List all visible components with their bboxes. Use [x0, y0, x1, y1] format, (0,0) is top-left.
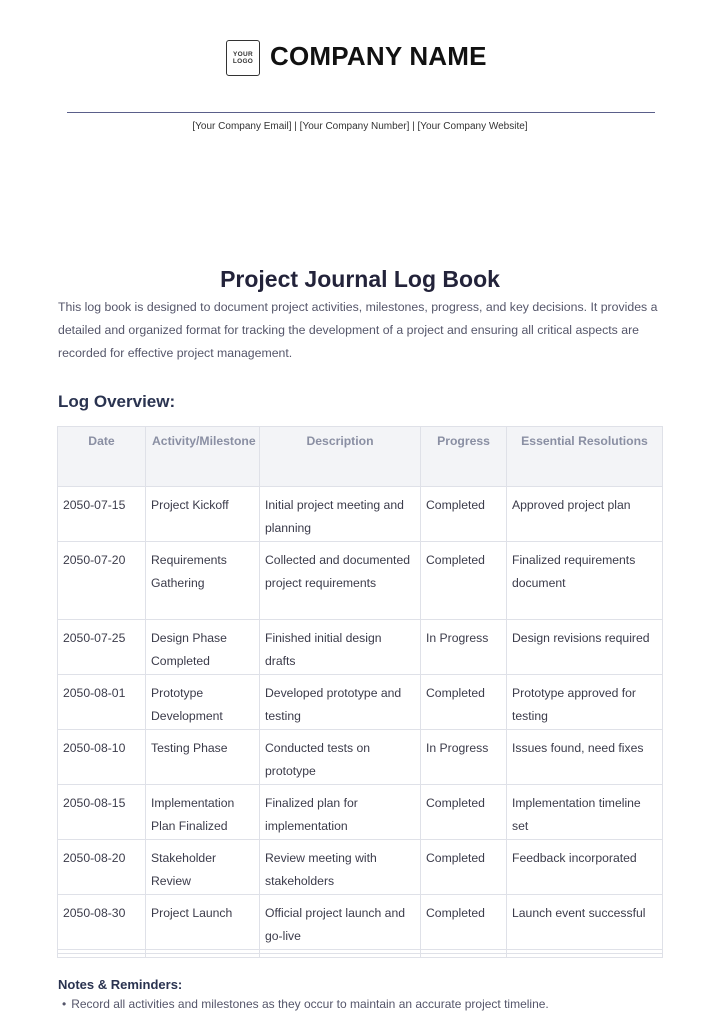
column-header-activity: Activity/Milestone [146, 427, 260, 487]
table-row [58, 730, 663, 785]
cell-activity: Requirements Gathering [146, 542, 260, 620]
header-divider [67, 112, 655, 113]
cell-activity: Project Launch [146, 895, 260, 950]
cell-resolution: Approved project plan [507, 487, 663, 542]
cell-activity: Testing Phase [146, 730, 260, 785]
cell-progress: Completed [421, 542, 507, 620]
table-row [58, 895, 663, 950]
table-row [58, 542, 663, 620]
cell-description: Finished initial design drafts [260, 620, 421, 675]
cell-progress: In Progress [421, 620, 507, 675]
cell-progress: Completed [421, 840, 507, 895]
cell-resolution: Design revisions required [507, 620, 663, 675]
cell-activity: Implementation Plan Finalized [146, 785, 260, 840]
cell-progress: Completed [421, 785, 507, 840]
log-overview-heading: Log Overview: [58, 392, 176, 411]
cell-resolution: Launch event successful [507, 895, 663, 950]
cell-date: 2050-08-15 [58, 785, 146, 840]
cell-date: 2050-08-30 [58, 895, 146, 950]
notes-item-text: Record all activities and milestones as they occur to maintain an accurate project timeline. [71, 997, 549, 1011]
cell-description: Conducted tests on prototype [260, 730, 421, 785]
cell-progress: Completed [421, 675, 507, 730]
cell-description: Official project launch and go-live [260, 895, 421, 950]
cell-description: Finalized plan for implementation [260, 785, 421, 840]
company-logo [226, 40, 260, 76]
cell-date: 2050-08-01 [58, 675, 146, 730]
cell-resolution: Prototype approved for testing [507, 675, 663, 730]
cell-date: 2050-08-10 [58, 730, 146, 785]
table-row [58, 675, 663, 730]
logo-text-line1: YOUR [233, 51, 253, 58]
cell-progress: In Progress [421, 730, 507, 785]
cell-progress: Completed [421, 487, 507, 542]
cell-description: Developed prototype and testing [260, 675, 421, 730]
cell-progress: Completed [421, 895, 507, 950]
notes-heading: Notes & Reminders: [58, 977, 183, 992]
table-row [58, 487, 663, 542]
bullet-icon: • [62, 997, 67, 1011]
document-title: Project Journal Log Book [220, 266, 500, 292]
cell-activity: Prototype Development [146, 675, 260, 730]
cell-activity: Project Kickoff [146, 487, 260, 542]
log-overview-table [57, 426, 663, 958]
company-contact-line: [Your Company Email] | [Your Company Number] | [Your Company Website] [192, 121, 528, 132]
cell-date: 2050-08-20 [58, 840, 146, 895]
cell-date: 2050-07-25 [58, 620, 146, 675]
cell-resolution: Feedback incorporated [507, 840, 663, 895]
table-row [58, 620, 663, 675]
table-row [58, 785, 663, 840]
column-header-date: Date [58, 427, 146, 487]
cell-description: Review meeting with stakeholders [260, 840, 421, 895]
company-name: COMPANY NAME [270, 41, 487, 71]
cell-activity: Design Phase Completed [146, 620, 260, 675]
cell-description: Initial project meeting and planning [260, 487, 421, 542]
column-header-progress: Progress [421, 427, 507, 487]
document-intro: This log book is designed to document project activities, milestones, progress, and key decisions. It provides a detailed and organized format for tracking the development of a project and ensuring all critical aspects are recorded for effective project management. [58, 300, 658, 360]
column-header-description: Description [260, 427, 421, 487]
document-header [0, 40, 720, 80]
cell-resolution: Issues found, need fixes [507, 730, 663, 785]
cell-activity: Stakeholder Review [146, 840, 260, 895]
notes-list-item [62, 997, 549, 1011]
cell-resolution: Implementation timeline set [507, 785, 663, 840]
table-empty-row [58, 954, 663, 958]
cell-date: 2050-07-20 [58, 542, 146, 620]
cell-description: Collected and documented project requirements [260, 542, 421, 620]
cell-date: 2050-07-15 [58, 487, 146, 542]
column-header-resolutions: Essential Resolutions [507, 427, 663, 487]
table-header-row [58, 427, 663, 487]
cell-resolution: Finalized requirements document [507, 542, 663, 620]
table-row [58, 840, 663, 895]
logo-text-line2: LOGO [232, 58, 254, 65]
